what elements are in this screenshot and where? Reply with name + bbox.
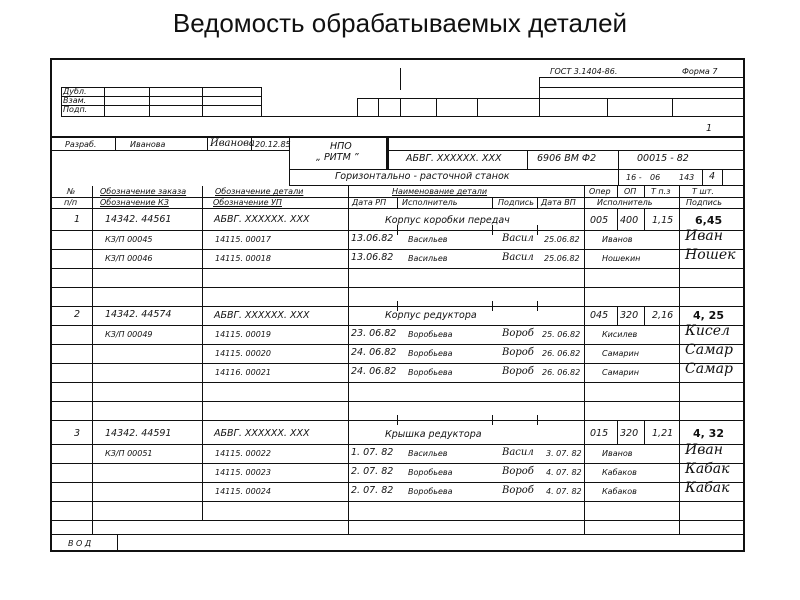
rule [52,230,745,231]
group-num: 2 [74,309,81,320]
developer-signature: Иванова [210,138,255,149]
date-rp: 2. 07. 82 [351,466,394,477]
date-rp: 2. 07. 82 [351,485,394,496]
header-tpz: Т п.з [651,187,671,196]
executor: Васильев [408,449,448,458]
rule [702,169,703,185]
developer-date: 20.12.85 [255,140,291,149]
up-code: 14115. 00018 [215,254,271,263]
executor: Воробьева [408,330,453,339]
signature: Васил [502,233,534,244]
rule [52,344,745,345]
header-up: Обозначение УП [213,198,282,207]
rule [644,420,645,444]
kz-code: КЗ/П 00046 [105,254,153,263]
rule [397,225,398,235]
date-vp: 4. 07. 82 [546,487,582,496]
page-title: Ведомость обрабатываемых деталей [172,8,628,38]
rule [202,87,203,116]
rule [52,534,745,535]
rule [539,87,745,88]
rule [357,98,745,99]
date-vp: 26. 06.82 [542,349,581,358]
worker-signature: Самар [685,361,733,377]
tsht-value: 6,45 [695,214,723,227]
date-rp: 1. 07. 82 [351,447,394,458]
signature: Вороб [502,485,534,496]
worker-signature: Кабак [685,480,730,496]
rule [52,208,745,209]
rule [644,306,645,325]
header-num: № [67,187,76,196]
rule [477,98,478,116]
header-name: Наименование детали [392,187,488,196]
tpz-value: 1,21 [652,428,674,439]
machine-name: Горизонтально - расточной станок [335,171,510,182]
rule [261,87,262,116]
developer-label: Разраб. [65,140,97,149]
tsht-value: 4, 32 [693,427,724,440]
sheet-number: 1 [706,123,713,134]
rule [617,208,618,230]
date-vp: 25.06.82 [544,235,580,244]
part-name: Корпус коробки передач [385,215,510,226]
worker-signature: Кисел [685,323,730,339]
rule [52,501,745,502]
rule [722,169,723,185]
op-info-2: 06 [650,173,661,182]
part-code: АБВГ. XXXXXX. XXX [214,214,310,225]
rule [617,420,618,444]
worker: Иванов [602,449,633,458]
part-code: АБВГ. XXXXXX. XXX [214,310,310,321]
header-tsht: Т шт. [692,187,714,196]
tpz-value: 2,16 [652,310,674,321]
date-vp: 4. 07. 82 [546,468,582,477]
rule [672,98,673,116]
worker: Ношекин [602,254,641,263]
header-sign: Подпись [498,198,534,207]
executor: Васильев [408,254,448,263]
worker-signature: Иван [685,442,723,458]
rule [378,98,379,116]
worker: Самарин [602,349,639,358]
header-kz: Обозначение КЗ [100,198,169,207]
rule [52,401,745,402]
up-code: 14116. 00021 [215,368,271,377]
header-op: ОП [624,187,637,196]
op-value: 400 [620,215,639,226]
form-label: Форма 7 [682,67,718,76]
rule [386,138,389,169]
header-date-vp: Дата ВП [541,198,576,207]
op-value: 320 [620,428,639,439]
rule [207,138,208,150]
rule [104,87,105,116]
rule [115,138,116,150]
part-name: Корпус редуктора [385,310,477,321]
oper-number: 045 [590,310,609,321]
rule [397,415,398,425]
date-vp: 26. 06.82 [542,368,581,377]
executor: Воробьева [408,368,453,377]
rule [617,306,618,325]
rule [537,197,538,208]
rule [52,363,745,364]
rule [52,382,745,383]
gost-label: ГОСТ 3.1404-86. [550,67,618,76]
rule [149,87,150,116]
rule [52,306,745,307]
rule [61,96,261,97]
group-num: 3 [74,428,81,439]
rule [397,197,398,208]
worker: Иванов [602,235,633,244]
rule [539,77,745,78]
rule [52,420,745,421]
header-part: Обозначение детали [215,187,304,196]
date-rp: 24. 06.82 [351,366,397,377]
date-vp: 3. 07. 82 [546,449,582,458]
rule [61,105,261,106]
order-number: 14342. 44591 [105,428,172,439]
kz-code: КЗ/П 00049 [105,330,153,339]
op-info-1: 16 - [626,173,642,182]
up-code: 14115. 00024 [215,487,271,496]
worker-signature: Ношек [685,247,736,263]
rule [52,463,745,464]
up-code: 14115. 00023 [215,468,271,477]
order-number: 14342. 44574 [105,309,172,320]
oper-number: 005 [590,215,609,226]
machine-code: 6906 ВМ Ф2 [537,153,597,164]
order-number: 14342. 44561 [105,214,172,225]
op-info-3: 143 [679,173,695,182]
rule [52,150,289,151]
rule [52,444,745,445]
rule [52,287,745,288]
rule [617,186,618,197]
worker-signature: Иван [685,228,723,244]
rule [537,415,538,425]
executor: Воробьева [408,468,453,477]
worker: Самарин [602,368,639,377]
rule [679,186,680,534]
rule [492,225,493,235]
rule [539,77,540,116]
rule [492,415,493,425]
header-executor: Исполнитель [402,198,458,207]
date-vp: 25. 06.82 [542,330,581,339]
form-sheet [50,58,745,552]
executor: Васильев [408,235,448,244]
rule [52,482,745,483]
vzam-label: Взам. [63,96,87,105]
rule [52,136,745,138]
rule [436,98,437,116]
op-value: 320 [620,310,639,321]
executor: Воробьева [408,349,453,358]
date-rp: 24. 06.82 [351,347,397,358]
header-executor-2: Исполнитель [597,198,653,207]
rule [644,208,645,230]
header-date-rp: Дата РП [352,198,387,207]
footer-label: В О Д [68,539,92,548]
rule [386,150,745,151]
rule [202,186,203,520]
date-rp: 23. 06.82 [351,328,397,339]
worker-signature: Кабак [685,461,730,477]
rule [52,520,745,521]
rule [537,225,538,235]
header-order: Обозначение заказа [100,187,187,196]
kz-code: КЗ/П 00051 [105,449,153,458]
rule [618,150,619,169]
rule [607,98,608,116]
date-vp: 25.06.82 [544,254,580,263]
worker: Кисилев [602,330,638,339]
rule [92,186,93,520]
tpz-value: 1,15 [652,215,674,226]
rule [492,301,493,311]
rule [289,169,745,170]
op-code: 00015 - 82 [637,153,689,164]
org-line-2: „ РИТМ ” [316,152,359,163]
signature: Васил [502,252,534,263]
date-rp: 13.06.82 [351,233,394,244]
rule [492,197,493,208]
oper-number: 015 [590,428,609,439]
executor: Воробьева [408,487,453,496]
rule [618,169,619,185]
group-num: 1 [74,214,81,225]
worker-signature: Самар [685,342,733,358]
up-code: 14115. 00017 [215,235,271,244]
kz-code: КЗ/П 00045 [105,235,153,244]
rule [527,150,528,169]
part-name: Крышка редуктора [385,429,482,440]
rule [92,520,93,534]
up-code: 14115. 00020 [215,349,271,358]
rule [61,87,261,88]
rule [61,116,745,117]
rule [348,186,349,534]
date-rp: 13.06.82 [351,252,394,263]
signature: Вороб [502,347,534,358]
developer-name: Иванова [130,140,166,149]
rule [52,325,745,326]
worker: Кабаков [602,468,637,477]
signature: Вороб [502,328,534,339]
org-line-1: НПО [330,141,352,152]
rule [537,301,538,311]
header-sign-2: Подпись [686,198,722,207]
dubl-label: Дубл. [63,87,87,96]
signature: Васил [502,447,534,458]
signature: Вороб [502,366,534,377]
rule [61,87,62,116]
podp-label: Подп. [63,105,88,114]
rule [117,534,118,552]
rule [584,186,585,534]
doc-code: АБВГ. XXXXXX. XXX [406,153,502,164]
sheets-total: 4 [709,171,716,182]
part-code: АБВГ. XXXXXX. XXX [214,428,310,439]
tsht-value: 4, 25 [693,309,724,322]
rule [400,68,401,90]
rule [357,98,358,116]
signature: Вороб [502,466,534,477]
rule [400,98,401,116]
up-code: 14115. 00022 [215,449,271,458]
rule [52,249,745,250]
header-pp: п/п [64,198,78,207]
rule [644,186,645,197]
up-code: 14115. 00019 [215,330,271,339]
rule [52,268,745,269]
rule [289,185,745,186]
header-oper: Опер [589,187,611,196]
worker: Кабаков [602,487,637,496]
